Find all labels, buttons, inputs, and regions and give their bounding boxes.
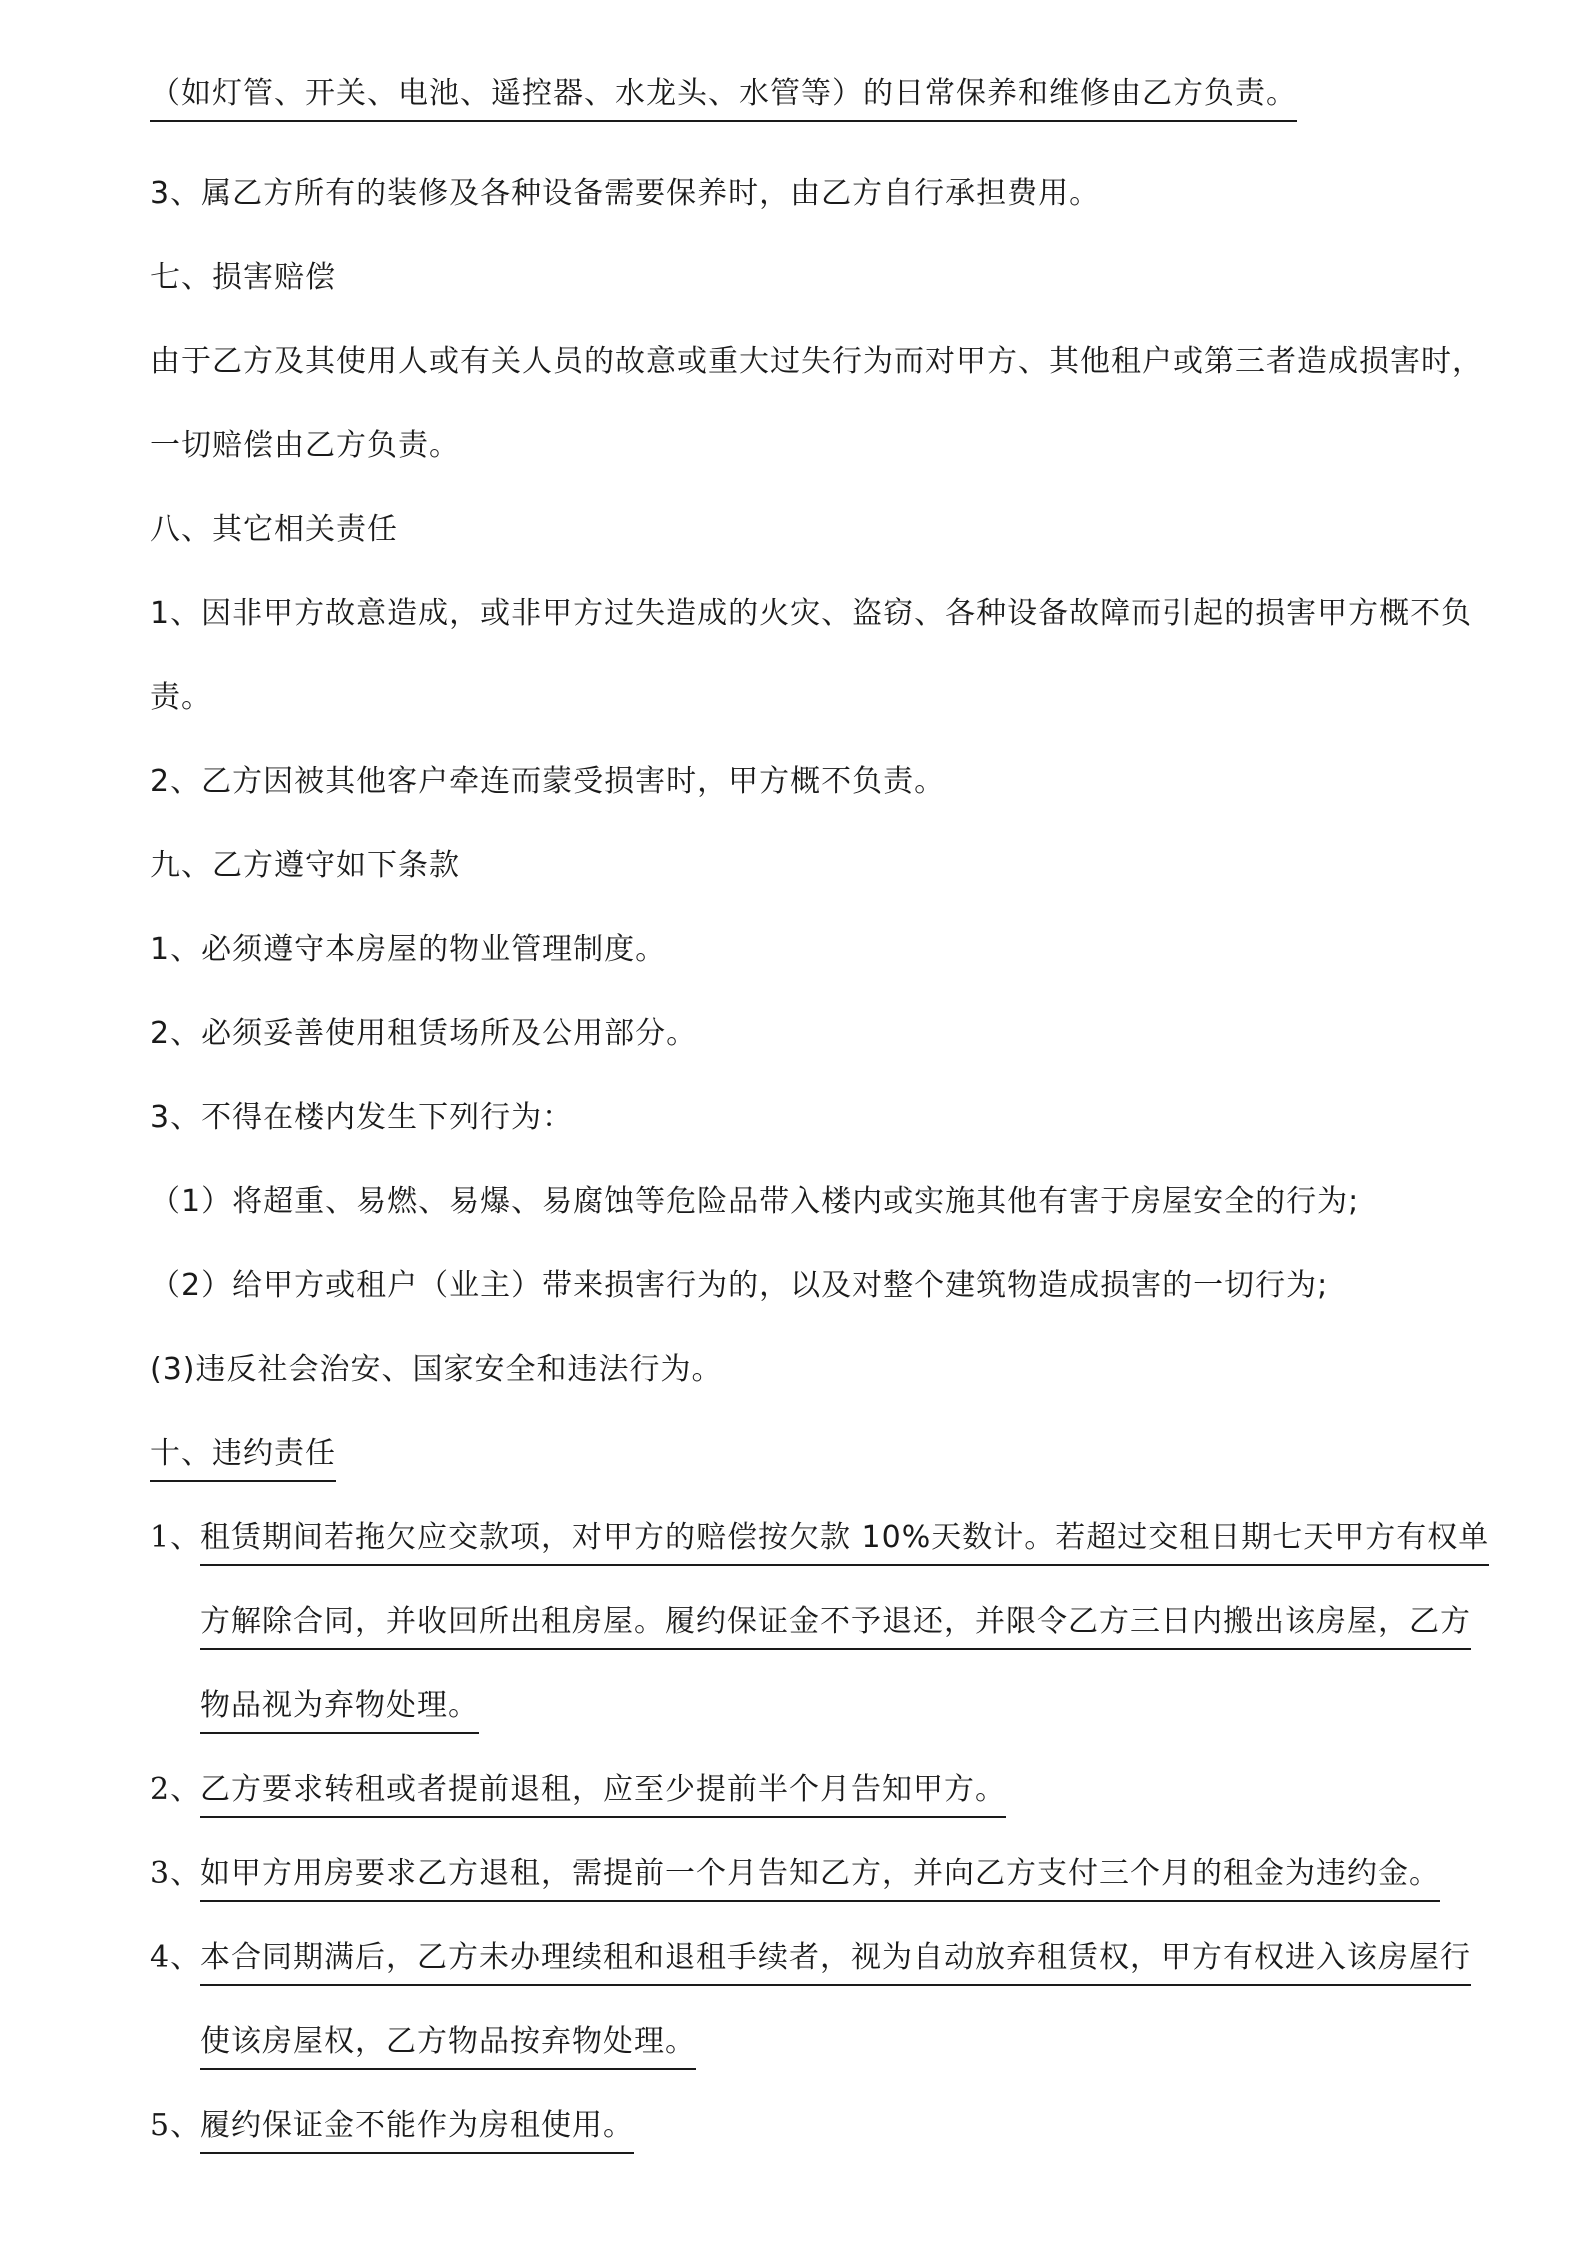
breach-1-line2: 方解除合同，并收回所出租房屋。履约保证金不予退还，并限令乙方三日内搬出该房屋，乙方 [200,1602,1471,1650]
breach-4-number: 4、 [150,1940,202,1975]
clause-8-1-line1: 1、因非甲方故意造成，或非甲方过失造成的火灾、盗窃、各种设备故障而引起的损害甲方概不负 [150,596,1473,631]
breach-3-line1: 如甲方用房要求乙方退租，需提前一个月告知乙方，并向乙方支付三个月的租金为违约金。 [200,1854,1440,1902]
breach-3-number: 3、 [150,1856,202,1891]
clause-9-1: 1、必须遵守本房屋的物业管理制度。 [150,932,667,967]
clause-9-3-item1: （1）将超重、易燃、易爆、易腐蚀等危险品带入楼内或实施其他有害于房屋安全的行为; [150,1184,1360,1219]
breach-1-number: 1、 [150,1520,202,1555]
clause-9-2: 2、必须妥善使用租赁场所及公用部分。 [150,1016,698,1051]
breach-4-line2: 使该房屋权，乙方物品按弃物处理。 [200,2022,696,2070]
clause-9-3: 3、不得在楼内发生下列行为： [150,1100,574,1135]
section-7-body-line2: 一切赔偿由乙方负责。 [150,428,460,463]
clause-8-2: 2、乙方因被其他客户牵连而蒙受损害时，甲方概不负责。 [150,764,946,799]
section-10-heading: 十、违约责任 [150,1434,336,1482]
breach-4-line1: 本合同期满后，乙方未办理续租和退租手续者，视为自动放弃租赁权，甲方有权进入该房屋行 [200,1938,1471,1986]
breach-2-number: 2、 [150,1772,202,1807]
clause-9-3-item2: （2）给甲方或租户（业主）带来损害行为的，以及对整个建筑物造成损害的一切行为; [150,1268,1329,1303]
section-7-body-line1: 由于乙方及其使用人或有关人员的故意或重大过失行为而对甲方、其他租户或第三者造成损害时， [150,344,1483,379]
section-8-heading: 八、其它相关责任 [150,512,398,547]
clause-8-1-line2: 责。 [150,680,212,715]
breach-5-line1: 履约保证金不能作为房租使用。 [200,2106,634,2154]
section-7-heading: 七、损害赔偿 [150,260,336,295]
clause-6-3: 3、属乙方所有的装修及各种设备需要保养时，由乙方自行承担费用。 [150,176,1101,211]
maintenance-line: （如灯管、开关、电池、遥控器、水龙头、水管等）的日常保养和维修由乙方负责。 [150,74,1297,122]
breach-1-line3: 物品视为弃物处理。 [200,1686,479,1734]
breach-2-line1: 乙方要求转租或者提前退租，应至少提前半个月告知甲方。 [200,1770,1006,1818]
section-9-heading: 九、乙方遵守如下条款 [150,848,460,883]
breach-1-line1: 租赁期间若拖欠应交款项，对甲方的赔偿按欠款 10%天数计。若超过交租日期七天甲方有权单 [200,1518,1489,1566]
breach-5-number: 5、 [150,2108,202,2143]
clause-9-3-item3: (3)违反社会治安、国家安全和违法行为。 [150,1352,723,1387]
